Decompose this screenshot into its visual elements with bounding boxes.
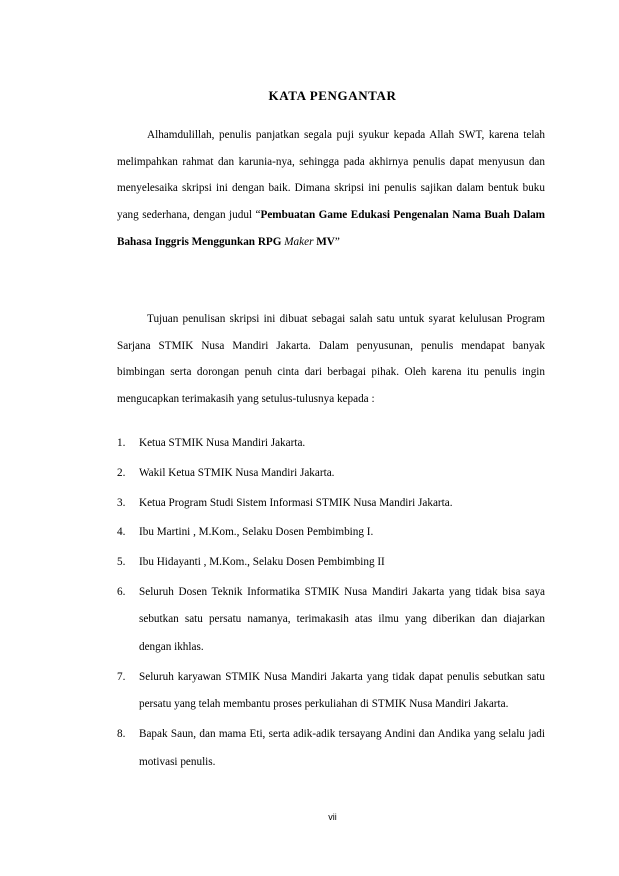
thesis-title: Pembuatan Game Edukasi Pengenalan Nama Buah Dalam Bahasa Inggris Menggunkan RPG — [117, 209, 545, 248]
list-item-text: Ibu Martini , M.Kom., Selaku Dosen Pembimbing I. — [139, 526, 374, 539]
paragraph-purpose — [117, 306, 545, 413]
list-item-text: Seluruh karyawan STMIK Nusa Mandiri Jakarta yang tidak dapat penulis sebutkan satu persatu yang telah membantu proses perkuliahan di STMIK Nusa Mandiri Jakarta. — [139, 670, 545, 711]
list-item-number: 6. — [117, 585, 126, 598]
list-item-text: Wakil Ketua STMIK Nusa Mandiri Jakarta. — [139, 466, 335, 479]
list-item-text: Seluruh Dosen Teknik Informatika STMIK Nusa Mandiri Jakarta yang tidak bisa saya sebutkan satu persatu namanya, terimakasih atas ilmu yang diberikan dan diajarkan dengan ikhlas. — [139, 585, 545, 653]
acknowledgement-list — [117, 430, 545, 778]
list-item — [117, 430, 545, 458]
list-item-number: 7. — [117, 670, 126, 683]
page-number: vii — [328, 812, 337, 822]
list-item-number: 2. — [117, 466, 126, 479]
list-item — [117, 549, 545, 577]
paragraph-opening — [117, 122, 545, 256]
list-item-text: Ketua Program Studi Sistem Informasi STMIK Nusa Mandiri Jakarta. — [139, 496, 453, 509]
list-item-text: Ibu Hidayanti , M.Kom., Selaku Dosen Pembimbing II — [139, 556, 385, 569]
list-item — [117, 579, 545, 662]
list-item-number: 3. — [117, 496, 126, 509]
list-item-number: 1. — [117, 437, 126, 449]
thesis-title-italic: Maker — [284, 235, 314, 248]
list-item-number: 5. — [117, 556, 126, 569]
list-item-number: 8. — [117, 728, 126, 741]
list-item — [117, 721, 545, 776]
thesis-title-end: MV — [313, 235, 335, 248]
paragraph-purpose-text: Tujuan penulisan skripsi ini dibuat sebagai salah satu untuk syarat kelulusan Program Sarjana STMIK Nusa Mandiri Jakarta. Dalam penyusunan, penulis mendapat banyak bimbingan serta dorongan penuh cinta dari berbagai pihak. Oleh karena itu penulis ingin mengucapkan terimakasih yang setulus-tulusnya kepada : — [117, 313, 545, 406]
list-item — [117, 664, 545, 719]
closing-quote: ” — [334, 235, 340, 248]
list-item-text: Bapak Saun, dan mama Eti, serta adik-adik tersayang Andini dan Andika yang selalu jadi motivasi penulis. — [139, 728, 545, 768]
list-item — [117, 490, 545, 518]
page-title: KATA PENGANTAR — [268, 88, 397, 103]
paragraph-opening-text: Alhamdulillah, penulis panjatkan segala puji syukur kepada Allah SWT, karena telah melimpahkan rahmat dan karunia-nya, sehingga pada akhirnya penulis dapat menyusun dan menyelesaika skripsi ini dengan baik. Dimana skripsi ini penulis sajikan dalam bentuk buku yang sederhana, dengan judul “ — [117, 129, 545, 222]
list-item-text: Ketua STMIK Nusa Mandiri Jakarta. — [139, 437, 306, 449]
list-item — [117, 519, 545, 547]
list-item-number: 4. — [117, 526, 126, 539]
list-item — [117, 460, 545, 488]
